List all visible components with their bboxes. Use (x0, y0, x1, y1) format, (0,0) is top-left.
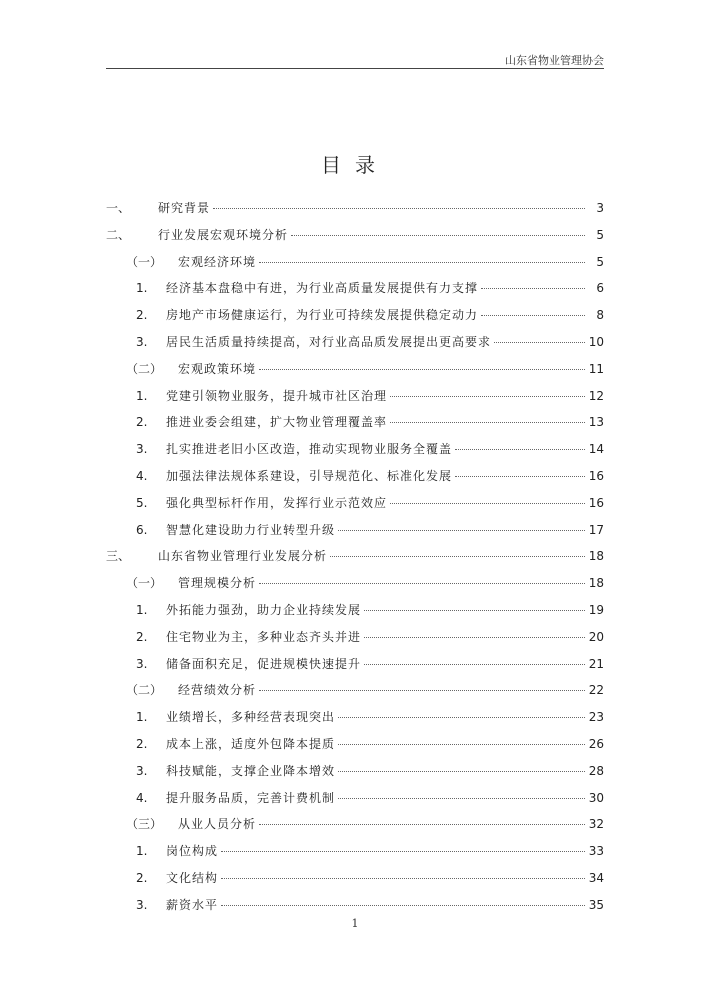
dot-leader (364, 637, 585, 638)
toc-entry[interactable] (106, 815, 604, 842)
toc-entry-number: 2. (136, 308, 148, 323)
toc-entry-page: 16 (588, 468, 604, 483)
toc-entry[interactable] (106, 574, 604, 601)
dot-leader (259, 369, 585, 370)
dot-leader (494, 342, 585, 343)
toc-entry[interactable] (106, 547, 604, 574)
toc-entry-number: 1. (136, 281, 148, 296)
dot-leader (338, 717, 585, 718)
toc-entry-number: 2. (136, 415, 148, 430)
toc-entry-page: 21 (588, 656, 604, 671)
toc-entry-title: 宏观经济环境 (178, 254, 257, 269)
page-title: 目录 (321, 153, 389, 177)
dot-leader (364, 664, 585, 665)
toc-entry-number: 4. (136, 468, 148, 483)
toc-entry-title: 提升服务品质，完善计费机制 (166, 790, 336, 805)
dot-leader (481, 288, 585, 289)
toc-entry-page: 3 (596, 201, 604, 215)
dot-leader (455, 449, 585, 450)
toc-entry-title: 扎实推进老旧小区改造，推动实现物业服务全覆盖 (166, 442, 453, 457)
toc-entry-title: 行业发展宏观环境分析 (158, 227, 289, 242)
dot-leader (259, 690, 585, 691)
toc-entry-number: （一） (126, 576, 163, 591)
dot-leader (390, 422, 585, 423)
toc-entry-page: 20 (588, 629, 604, 644)
toc-entry-page: 33 (588, 844, 604, 859)
toc-entry-page: 26 (588, 736, 604, 751)
toc-entry[interactable] (106, 199, 604, 226)
toc-entry-number: 一、 (106, 201, 131, 215)
toc-entry-number: 2. (136, 870, 148, 885)
toc-entry-title: 经济基本盘稳中有进，为行业高质量发展提供有力支撑 (166, 281, 479, 296)
toc-entry[interactable] (106, 708, 604, 735)
toc-entry-title: 科技赋能，支撑企业降本增效 (166, 763, 336, 778)
dot-leader (221, 851, 585, 852)
toc-entry[interactable] (106, 333, 604, 360)
toc-entry-number: （二） (126, 361, 163, 376)
toc-entry-title: 薪资水平 (166, 897, 219, 912)
toc-entry-page: 5 (596, 227, 604, 242)
toc-entry-page: 28 (588, 763, 604, 778)
toc-entry[interactable] (106, 387, 604, 414)
toc-entry-page: 22 (588, 683, 604, 698)
toc-entry-page: 23 (588, 710, 604, 725)
dot-leader (390, 396, 585, 397)
toc-entry-title: 研究背景 (158, 201, 211, 215)
table-of-contents (106, 199, 604, 923)
toc-entry-title: 经营绩效分析 (178, 683, 257, 698)
toc-entry-title: 强化典型标杆作用，发挥行业示范效应 (166, 495, 388, 510)
toc-entry-number: 2. (136, 736, 148, 751)
toc-entry-title: 文化结构 (166, 870, 219, 885)
toc-entry-number: 1. (136, 602, 148, 617)
dot-leader (259, 824, 585, 825)
toc-entry-number: 1. (136, 710, 148, 725)
toc-entry-number: 5. (136, 495, 148, 510)
toc-entry-page: 6 (596, 281, 604, 296)
toc-entry-page: 8 (596, 308, 604, 323)
dot-leader (338, 530, 585, 531)
toc-entry-title: 山东省物业管理行业发展分析 (158, 549, 328, 564)
toc-entry-title: 从业人员分析 (178, 817, 257, 832)
toc-entry-title: 房地产市场健康运行，为行业可持续发展提供稳定动力 (166, 308, 479, 323)
toc-entry-title: 居民生活质量持续提高，对行业高品质发展提出更高要求 (166, 334, 492, 349)
dot-leader (291, 235, 585, 236)
toc-entry-number: 二、 (106, 227, 131, 242)
dot-leader (338, 744, 585, 745)
toc-entry[interactable] (106, 413, 604, 440)
toc-entry[interactable] (106, 869, 604, 896)
toc-entry-title: 加强法律法规体系建设，引导规范化、标准化发展 (166, 468, 453, 483)
toc-entry-page: 30 (588, 790, 604, 805)
dot-leader (338, 771, 585, 772)
toc-entry-title: 宏观政策环境 (178, 361, 257, 376)
toc-entry-number: 2. (136, 629, 148, 644)
toc-entry-page: 12 (588, 388, 604, 403)
toc-entry-title: 党建引领物业服务，提升城市社区治理 (166, 388, 388, 403)
toc-entry-number: （一） (126, 254, 163, 269)
toc-entry[interactable] (106, 467, 604, 494)
dot-leader (338, 798, 585, 799)
page-number: 1 (351, 917, 359, 930)
toc-entry[interactable] (106, 601, 604, 628)
toc-entry-page: 10 (588, 334, 604, 349)
toc-entry-title: 智慧化建设助力行业转型升级 (166, 522, 336, 537)
toc-entry-number: 1. (136, 844, 148, 859)
dot-leader (330, 556, 585, 557)
toc-entry-page: 35 (588, 897, 604, 912)
toc-entry-number: 4. (136, 790, 148, 805)
dot-leader (221, 905, 585, 906)
toc-entry[interactable] (106, 789, 604, 816)
toc-entry[interactable] (106, 681, 604, 708)
toc-entry[interactable] (106, 628, 604, 655)
dot-leader (390, 503, 585, 504)
header-divider (106, 68, 604, 69)
toc-entry-page: 17 (588, 522, 604, 537)
toc-entry[interactable] (106, 253, 604, 280)
toc-entry[interactable] (106, 655, 604, 682)
toc-entry-title: 成本上涨，适度外包降本提质 (166, 736, 336, 751)
dot-leader (455, 476, 585, 477)
toc-entry-title: 外拓能力强劲，助力企业持续发展 (166, 602, 362, 617)
toc-entry-title: 业绩增长，多种经营表现突出 (166, 710, 336, 725)
toc-entry-page: 19 (588, 602, 604, 617)
toc-entry[interactable] (106, 440, 604, 467)
header-organization: 山东省物业管理协会 (505, 54, 604, 67)
dot-leader (364, 610, 585, 611)
toc-entry[interactable] (106, 842, 604, 869)
dot-leader (221, 878, 585, 879)
toc-entry-page: 11 (588, 361, 604, 376)
toc-entry-page: 18 (588, 576, 604, 591)
toc-entry-title: 岗位构成 (166, 844, 219, 859)
toc-entry-page: 5 (596, 254, 604, 269)
toc-entry[interactable] (106, 360, 604, 387)
toc-entry-title: 住宅物业为主，多种业态齐头并进 (166, 629, 362, 644)
dot-leader (481, 315, 585, 316)
toc-entry[interactable] (106, 226, 604, 253)
toc-entry-number: 6. (136, 522, 148, 537)
toc-entry-page: 13 (588, 415, 604, 430)
toc-entry-number: 3. (136, 897, 148, 912)
toc-entry-page: 16 (588, 495, 604, 510)
toc-entry-number: 3. (136, 334, 148, 349)
toc-entry-number: 三、 (106, 549, 131, 564)
toc-entry-number: 3. (136, 442, 148, 457)
toc-entry-number: 3. (136, 763, 148, 778)
toc-entry[interactable] (106, 735, 604, 762)
toc-entry-number: 3. (136, 656, 148, 671)
toc-entry-number: （三） (126, 817, 163, 832)
toc-entry[interactable] (106, 494, 604, 521)
toc-entry[interactable] (106, 279, 604, 306)
toc-entry-page: 18 (588, 549, 604, 564)
toc-entry-title: 推进业委会组建，扩大物业管理覆盖率 (166, 415, 388, 430)
dot-leader (259, 583, 585, 584)
toc-entry[interactable] (106, 521, 604, 548)
toc-entry[interactable] (106, 306, 604, 333)
toc-entry[interactable] (106, 762, 604, 789)
toc-entry-title: 管理规模分析 (178, 576, 257, 591)
dot-leader (259, 262, 585, 263)
toc-entry-page: 14 (588, 442, 604, 457)
toc-entry-page: 34 (588, 870, 604, 885)
toc-entry-title: 储备面积充足，促进规模快速提升 (166, 656, 362, 671)
toc-entry-page: 32 (588, 817, 604, 832)
dot-leader (213, 208, 585, 209)
toc-entry-number: （二） (126, 683, 163, 698)
toc-entry-number: 1. (136, 388, 148, 403)
